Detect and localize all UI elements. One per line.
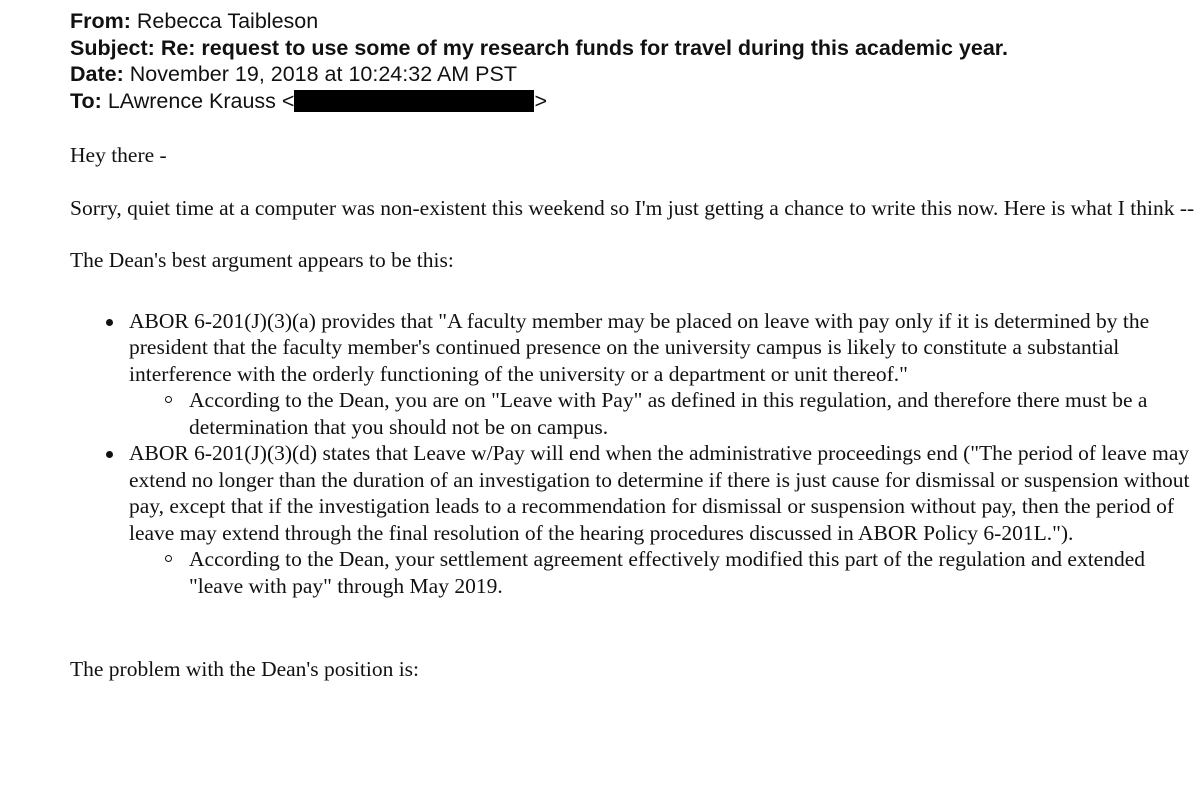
to-label: To: <box>70 88 102 113</box>
date-value: November 19, 2018 at 10:24:32 AM PST <box>129 62 517 86</box>
sub-list-item <box>129 546 1200 599</box>
to-value: LAwrence Krauss < <box>107 88 295 113</box>
sub-list <box>129 387 1200 440</box>
list-item <box>70 440 1200 599</box>
sub-list <box>129 546 1200 599</box>
from-row <box>70 8 1200 35</box>
from-label: From: <box>70 9 131 33</box>
sub-list-item-text: According to the Dean, your settlement agreement effectively modified this part of the regulation and extended "leave with pay" through May 2019. <box>189 547 1146 598</box>
from-value: Rebecca Taibleson <box>136 9 319 33</box>
subject-value: Re: request to use some of my research funds for travel during this academic year. <box>160 35 1008 60</box>
date-label: Date: <box>70 62 124 86</box>
email-header <box>70 8 1200 114</box>
sub-list-item <box>129 387 1200 440</box>
date-row <box>70 61 1200 88</box>
bullet-circle-icon <box>165 555 172 562</box>
email-body <box>70 142 1200 683</box>
list-item <box>70 308 1200 441</box>
list-item-text: ABOR 6-201(J)(3)(d) states that Leave w/Pay will end when the administrative proceedings end ("The period of leave may extend no longer than the duration of an investigation to determine if there is just cause for dismissal or suspension without pay, except that if the investigation leads to a recommendation for dismissal or suspension without pay, then the period of leave may extend through the final resolution of the hearing procedures discussed in ABOR Policy 6-201L."). <box>129 441 1190 545</box>
bullet-circle-icon <box>165 396 172 403</box>
sub-list-item-text: According to the Dean, you are on "Leave with Pay" as defined in this regulation, and therefore there must be a determination that you should not be on campus. <box>189 388 1148 439</box>
bullet-disc-icon <box>106 319 113 326</box>
list-item-text: ABOR 6-201(J)(3)(a) provides that "A faculty member may be placed on leave with pay only if it is determined by the president that the faculty member's continued presence on the university campus is likely to constitute a substantial interference with the orderly functioning of the university or a department or unit thereof." <box>129 308 1150 386</box>
subject-label: Subject: <box>70 35 155 60</box>
bullet-disc-icon <box>106 451 113 458</box>
greeting: Hey there - <box>70 143 167 167</box>
paragraph-intro: Sorry, quiet time at a computer was non-existent this weekend so I'm just getting a chance to write this now. Here is what I think -- <box>70 195 1195 220</box>
subject-row <box>70 35 1200 62</box>
redaction-bar <box>294 90 534 112</box>
to-close: > <box>534 88 548 113</box>
argument-list <box>70 308 1200 600</box>
to-row <box>70 88 1200 115</box>
paragraph-closing: The problem with the Dean's position is: <box>70 657 420 681</box>
paragraph-dean-argument: The Dean's best argument appears to be this: <box>70 248 454 272</box>
